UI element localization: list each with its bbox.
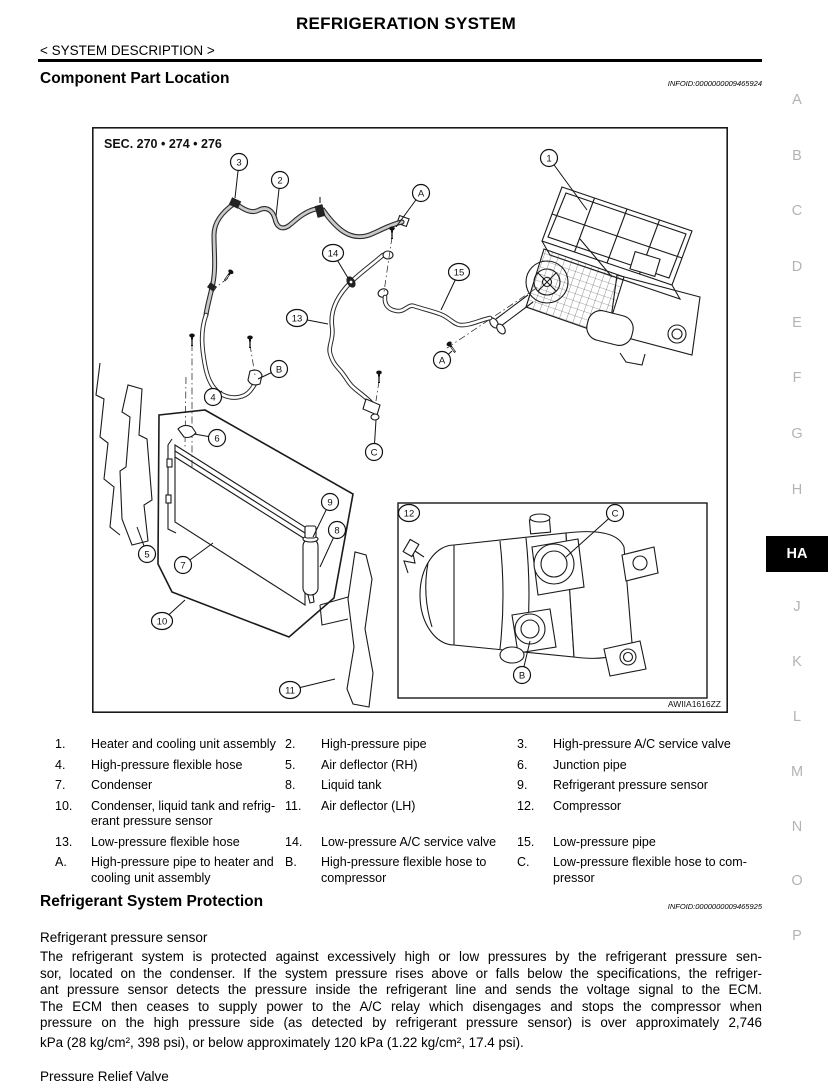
- part-number: 9.: [517, 778, 528, 792]
- sidebar-tab-n: N: [791, 819, 803, 835]
- part-item: [285, 799, 517, 830]
- part-label: High-pressure A/C service valve: [553, 737, 731, 751]
- part-label: High-pressure flexible hose to compressor: [321, 855, 487, 885]
- sidebar-tab-k: K: [792, 654, 802, 670]
- svg-text:2: 2: [277, 175, 283, 187]
- svg-text:9: 9: [327, 497, 333, 509]
- part-item: [517, 737, 762, 753]
- part-label: High-pressure flexible hose: [91, 757, 243, 772]
- sidebar-tab-c: C: [791, 203, 803, 219]
- infoid-refrigerant-system-protection: INFOID:0000000009465925: [667, 902, 762, 911]
- paragraph-line: ant pressure sensor detects the pressure inside the refrigerant line and sends the voltage signal to the ECM.: [40, 982, 762, 998]
- svg-text:13: 13: [291, 313, 303, 325]
- header-rule: [38, 59, 762, 62]
- subheading-refrigerant-pressure-sensor: Refrigerant pressure sensor: [40, 930, 208, 945]
- part-item: [285, 737, 517, 753]
- paragraph-line: pressure on the high pressure side (as detected by refrigerant pressure sensor) is over approximately 2,746: [40, 1015, 762, 1031]
- sidebar-tab-m: M: [790, 764, 804, 780]
- part-label: Air deflector (LH): [321, 798, 416, 813]
- part-number: 11.: [285, 798, 302, 813]
- svg-text:B: B: [518, 670, 526, 682]
- compressor-inset-illustration: [398, 503, 707, 698]
- part-item: [517, 778, 762, 794]
- paragraph-line: The refrigerant system is protected against excessively high or low pressures by the refrigerant pressure sen-: [40, 949, 762, 964]
- paragraph-line: The ECM then ceases to supply power to the A/C relay which disengages and stops the compressor when: [40, 998, 762, 1014]
- part-number: 15.: [517, 834, 535, 849]
- part-number: 14.: [285, 834, 303, 849]
- part-number: 6.: [517, 757, 528, 772]
- svg-text:10: 10: [156, 616, 168, 628]
- svg-text:A: A: [438, 355, 446, 367]
- svg-text:4: 4: [210, 392, 216, 404]
- part-number: 7.: [55, 778, 66, 792]
- part-label: Low-pressure A/C service valve: [321, 834, 497, 849]
- sec-label: SEC. 270 • 274 • 276: [104, 137, 222, 151]
- part-number: 2.: [285, 737, 296, 751]
- section-tab-sidebar: [766, 0, 828, 1087]
- part-item: [517, 799, 762, 830]
- part-item: [517, 758, 762, 774]
- parts-legend: [55, 737, 765, 886]
- part-number: 12.: [517, 798, 535, 813]
- part-number: 5.: [285, 757, 296, 772]
- part-label: Junction pipe: [553, 757, 627, 772]
- sidebar-tab-a: A: [792, 92, 802, 108]
- sidebar-tab-f: F: [792, 370, 802, 386]
- svg-text:C: C: [611, 508, 619, 520]
- part-label: Heater and cooling unit assembly: [91, 737, 276, 751]
- part-item: [285, 835, 517, 851]
- part-number: 10.: [55, 798, 73, 813]
- sidebar-tab-d: D: [791, 259, 803, 275]
- part-item: [55, 778, 285, 794]
- svg-text:7: 7: [180, 560, 186, 572]
- part-item: [285, 778, 517, 794]
- part-item: [55, 737, 285, 753]
- subheading-pressure-relief-valve: Pressure Relief Valve: [40, 1069, 169, 1084]
- svg-text:1: 1: [546, 153, 552, 165]
- section-title-component-part-location: Component Part Location: [40, 70, 230, 87]
- paragraph-line: kPa (28 kg/cm², 398 psi), or below approximately 120 kPa (1.22 kg/cm², 17.4 psi).: [40, 1034, 524, 1050]
- figure-code: AWIIA1616ZZ: [667, 699, 721, 709]
- component-location-diagram: [92, 127, 728, 713]
- page-title: REFRIGERATION SYSTEM: [295, 14, 517, 33]
- svg-text:A: A: [417, 188, 425, 200]
- protection-paragraph: [40, 949, 762, 1052]
- svg-text:3: 3: [236, 157, 242, 169]
- sidebar-tab-e: E: [792, 315, 802, 331]
- part-label: High-pressure pipe to heater and cooling unit assembly: [91, 855, 274, 885]
- part-label: Air deflector (RH): [321, 757, 418, 772]
- sidebar-tab-b: B: [792, 148, 802, 164]
- part-label: Condenser: [91, 778, 153, 792]
- part-number: 13.: [55, 834, 73, 849]
- sidebar-tab-p: P: [792, 928, 802, 944]
- svg-text:C: C: [370, 447, 378, 459]
- part-label: Condenser, liquid tank and refrigerant pressure sensor: [91, 798, 276, 828]
- svg-text:8: 8: [334, 525, 340, 537]
- svg-text:6: 6: [214, 433, 220, 445]
- section-title-refrigerant-system-protection: Refrigerant System Protection: [40, 893, 264, 910]
- part-item: [285, 855, 517, 886]
- sidebar-tab-ha: HA: [766, 536, 828, 572]
- sidebar-tab-h: H: [791, 482, 803, 498]
- part-label: Low-pressure flexible hose: [91, 834, 240, 849]
- paragraph-line: sor, located on the condenser. If the system pressure rises above or falls below the specifications, the refriger-: [40, 965, 762, 981]
- sidebar-tab-l: L: [792, 709, 802, 725]
- part-item: [55, 855, 285, 886]
- part-label: Refrigerant pressure sensor: [553, 778, 708, 792]
- sidebar-tab-g: G: [791, 426, 803, 442]
- breadcrumb: < SYSTEM DESCRIPTION >: [40, 43, 215, 58]
- part-number: C.: [517, 855, 530, 869]
- svg-text:B: B: [275, 364, 283, 376]
- callout-4: [205, 389, 223, 406]
- part-number: 8.: [285, 778, 296, 792]
- part-number: A.: [55, 855, 67, 869]
- part-number: 4.: [55, 757, 66, 772]
- part-number: B.: [285, 855, 297, 869]
- part-number: 1.: [55, 737, 66, 751]
- part-item: [55, 799, 285, 830]
- part-item: [55, 758, 285, 774]
- callout-12: [399, 505, 420, 522]
- sidebar-tab-j: J: [793, 599, 801, 615]
- svg-text:11: 11: [285, 685, 295, 697]
- part-item: [55, 835, 285, 851]
- part-item: [285, 758, 517, 774]
- part-item: [517, 835, 762, 851]
- svg-text:12: 12: [403, 508, 415, 520]
- svg-text:5: 5: [144, 549, 150, 561]
- part-label: Compressor: [553, 798, 622, 813]
- infoid-component-part-location: INFOID:0000000009465924: [667, 79, 762, 88]
- part-number: 3.: [517, 737, 528, 751]
- svg-text:15: 15: [453, 267, 465, 279]
- sidebar-tab-o: O: [791, 873, 803, 889]
- part-label: Liquid tank: [321, 778, 382, 792]
- part-label: High-pressure pipe: [321, 737, 427, 751]
- svg-text:14: 14: [327, 248, 339, 260]
- part-label: Low-pressure flexible hose to compressor: [553, 855, 747, 885]
- part-item: [517, 855, 762, 886]
- part-label: Low-pressure pipe: [553, 834, 656, 849]
